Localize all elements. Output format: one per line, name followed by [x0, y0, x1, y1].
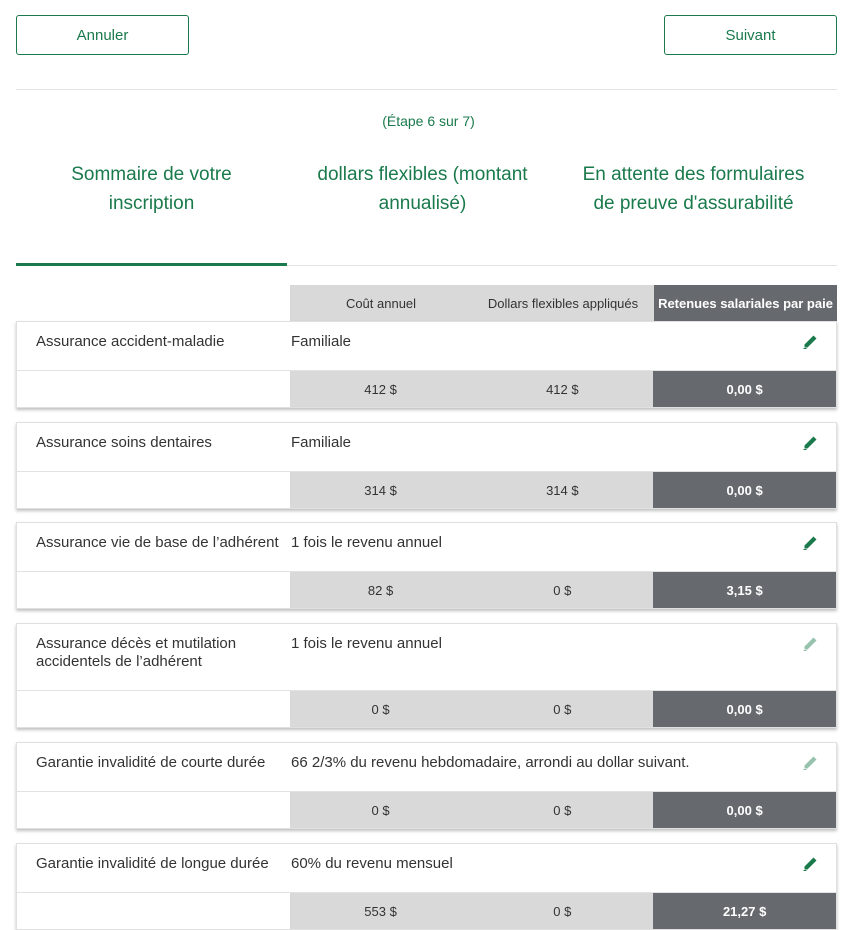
benefit-name: Assurance accident-maladie — [36, 333, 225, 350]
pencil-icon[interactable] — [802, 856, 818, 872]
benefit-option: 60% du revenu mensuel — [291, 855, 453, 872]
tab-label-line2: de preuve d'assurabilité — [593, 193, 794, 214]
benefit-option: 66 2/3% du revenu hebdomadaire, arrondi au dollar suivant. — [291, 754, 690, 771]
pencil-icon[interactable] — [802, 535, 818, 551]
flex-applied-value: 0 $ — [471, 572, 653, 608]
tab-label-line1: dollars flexibles (montant — [317, 164, 528, 185]
tab-label-line2: annualisé) — [378, 193, 467, 214]
row-spacer — [17, 893, 290, 929]
row-spacer — [17, 371, 290, 407]
deduction-value: 0,00 $ — [653, 691, 836, 727]
pencil-icon[interactable] — [802, 334, 818, 350]
annual-cost-value: 82 $ — [290, 572, 472, 608]
deduction-value: 21,27 $ — [653, 893, 836, 929]
pencil-icon — [802, 636, 818, 652]
deduction-value: 0,00 $ — [653, 371, 836, 407]
benefit-option: Familiale — [291, 434, 352, 451]
top-navigation — [16, 0, 837, 90]
flex-applied-value: 0 $ — [471, 691, 653, 727]
cancel-button[interactable]: Annuler — [16, 15, 189, 55]
benefit-values-row — [17, 472, 836, 508]
column-header-flex-applied: Dollars flexibles appliqués — [472, 285, 654, 321]
flex-applied-value: 412 $ — [471, 371, 653, 407]
benefit-option: 1 fois le revenu annuel — [291, 534, 442, 551]
column-headers — [290, 285, 837, 321]
benefit-card-health — [16, 321, 837, 408]
deduction-value: 0,00 $ — [653, 792, 836, 828]
benefit-values-row — [17, 893, 836, 929]
benefit-name: Garantie invalidité de longue durée — [36, 855, 269, 872]
benefit-name: Assurance soins dentaires — [36, 434, 212, 451]
tab-flex-dollars[interactable] — [287, 160, 558, 265]
benefit-card-dental — [16, 422, 837, 509]
benefit-card-add — [16, 623, 837, 728]
tab-label-line1: Sommaire de votre — [71, 164, 232, 185]
benefit-card-short-term-disability — [16, 742, 837, 829]
benefit-option: 1 fois le revenu annuel — [291, 635, 442, 652]
tab-enrollment-summary[interactable] — [16, 160, 287, 265]
deduction-value: 0,00 $ — [653, 472, 836, 508]
tab-label-line2: inscription — [108, 193, 195, 214]
benefit-name: Assurance décès et mutilation accidentels de l’adhérent — [36, 635, 237, 670]
flex-applied-value: 0 $ — [471, 792, 653, 828]
benefit-card-long-term-disability — [16, 843, 837, 930]
tab-pending-evidence-forms[interactable] — [558, 160, 829, 265]
benefit-values-row — [17, 572, 836, 608]
annual-cost-value: 412 $ — [290, 371, 472, 407]
benefit-option: Familiale — [291, 333, 352, 350]
annual-cost-value: 553 $ — [290, 893, 472, 929]
benefit-values-row — [17, 371, 836, 407]
deduction-value: 3,15 $ — [653, 572, 836, 608]
annual-cost-value: 314 $ — [290, 472, 472, 508]
benefit-values-row — [17, 691, 836, 727]
benefit-name: Garantie invalidité de courte durée — [36, 754, 266, 771]
tab-bar — [16, 160, 837, 266]
benefit-name: Assurance vie de base de l’adhérent — [36, 534, 279, 551]
row-spacer — [17, 472, 290, 508]
tab-label-line1: En attente des formulaires — [582, 164, 805, 185]
column-header-annual-cost: Coût annuel — [290, 285, 472, 321]
row-spacer — [17, 572, 290, 608]
flex-applied-value: 0 $ — [471, 893, 653, 929]
next-button[interactable]: Suivant — [664, 15, 837, 55]
benefit-values-row — [17, 792, 836, 828]
pencil-icon[interactable] — [802, 435, 818, 451]
row-spacer — [17, 691, 290, 727]
column-header-payroll-deduction: Retenues salariales par paie — [654, 285, 837, 321]
benefit-card-basic-life — [16, 522, 837, 609]
step-indicator: (Étape 6 sur 7) — [382, 113, 475, 129]
row-spacer — [17, 792, 290, 828]
flex-applied-value: 314 $ — [471, 472, 653, 508]
annual-cost-value: 0 $ — [290, 792, 472, 828]
pencil-icon — [802, 755, 818, 771]
annual-cost-value: 0 $ — [290, 691, 472, 727]
